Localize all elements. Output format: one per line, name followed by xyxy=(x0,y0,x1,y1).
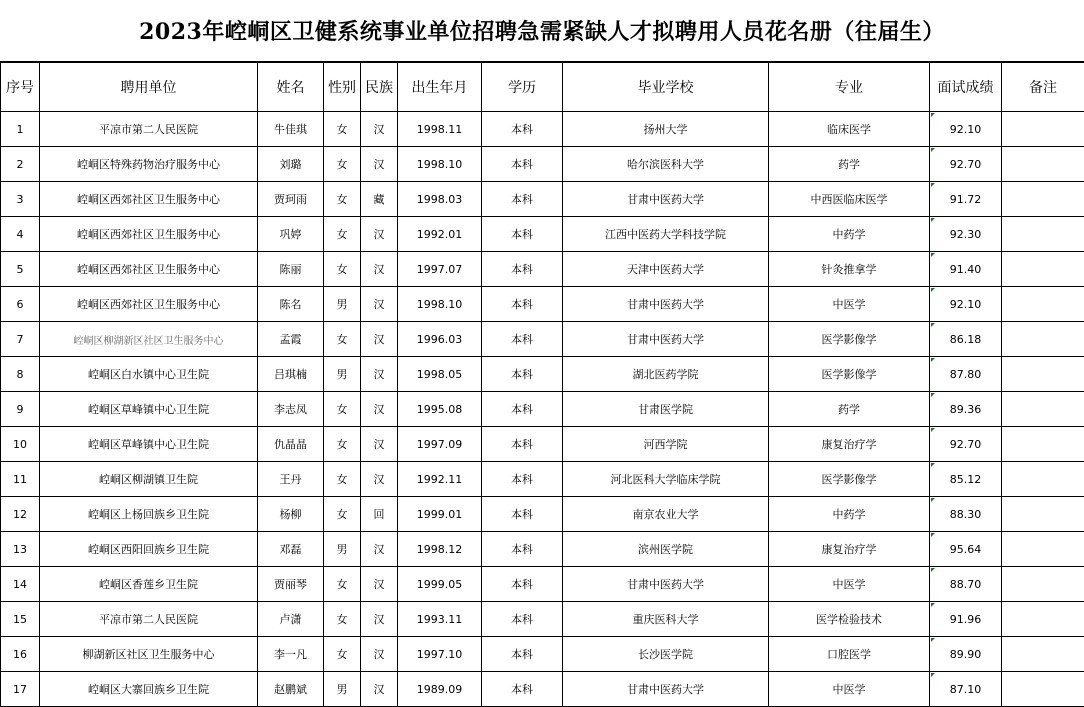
cell-unit: 崆峒区白水镇中心卫生院 xyxy=(40,357,258,392)
cell-gender: 女 xyxy=(324,182,361,217)
cell-education: 本科 xyxy=(482,462,563,497)
cell-ethnicity: 汉 xyxy=(361,602,398,637)
cell-unit: 崆峒区草峰镇中心卫生院 xyxy=(40,392,258,427)
header-note: 备注 xyxy=(1002,63,1084,112)
cell-score: 87.80 xyxy=(930,357,1002,392)
cell-gender: 女 xyxy=(324,322,361,357)
cell-score: 91.72 xyxy=(930,182,1002,217)
cell-note xyxy=(1002,322,1084,357)
table-row xyxy=(1,252,1084,287)
cell-unit: 柳湖新区社区卫生服务中心 xyxy=(40,637,258,672)
cell-gender: 女 xyxy=(324,427,361,462)
cell-gender: 男 xyxy=(324,532,361,567)
cell-major: 中医学 xyxy=(769,567,930,602)
cell-school: 天津中医药大学 xyxy=(563,252,769,287)
header-name: 姓名 xyxy=(258,63,324,112)
cell-name: 邓磊 xyxy=(258,532,324,567)
cell-major: 针灸推拿学 xyxy=(769,252,930,287)
cell-no: 16 xyxy=(1,637,40,672)
table-row xyxy=(1,112,1084,147)
cell-unit: 崆峒区香莲乡卫生院 xyxy=(40,567,258,602)
header-major: 专业 xyxy=(769,63,930,112)
cell-no: 10 xyxy=(1,427,40,462)
cell-gender: 男 xyxy=(324,672,361,707)
cell-score: 91.40 xyxy=(930,252,1002,287)
header-birth: 出生年月 xyxy=(398,63,482,112)
cell-no: 1 xyxy=(1,112,40,147)
cell-no: 14 xyxy=(1,567,40,602)
cell-note xyxy=(1002,112,1084,147)
cell-name: 贾珂雨 xyxy=(258,182,324,217)
table-row xyxy=(1,182,1084,217)
cell-education: 本科 xyxy=(482,567,563,602)
cell-unit: 崆峒区西郊社区卫生服务中心 xyxy=(40,217,258,252)
cell-no: 4 xyxy=(1,217,40,252)
cell-ethnicity: 汉 xyxy=(361,147,398,182)
table-row xyxy=(1,602,1084,637)
cell-name: 陈名 xyxy=(258,287,324,322)
cell-major: 医学影像学 xyxy=(769,462,930,497)
cell-score: 92.30 xyxy=(930,217,1002,252)
cell-ethnicity: 汉 xyxy=(361,567,398,602)
cell-school: 滨州医学院 xyxy=(563,532,769,567)
cell-unit: 崆峒区西郊社区卫生服务中心 xyxy=(40,252,258,287)
header-ethnicity: 民族 xyxy=(361,63,398,112)
cell-education: 本科 xyxy=(482,392,563,427)
cell-score: 95.64 xyxy=(930,532,1002,567)
cell-note xyxy=(1002,637,1084,672)
cell-gender: 男 xyxy=(324,287,361,322)
cell-school: 扬州大学 xyxy=(563,112,769,147)
cell-birth: 1998.11 xyxy=(398,112,482,147)
cell-name: 牛佳琪 xyxy=(258,112,324,147)
cell-ethnicity: 汉 xyxy=(361,637,398,672)
cell-birth: 1989.09 xyxy=(398,672,482,707)
cell-school: 河西学院 xyxy=(563,427,769,462)
cell-unit: 平凉市第二人民医院 xyxy=(40,112,258,147)
cell-name: 吕琪楠 xyxy=(258,357,324,392)
table-body xyxy=(1,112,1084,707)
cell-ethnicity: 汉 xyxy=(361,217,398,252)
cell-name: 刘璐 xyxy=(258,147,324,182)
header-no: 序号 xyxy=(1,63,40,112)
cell-score: 86.18 xyxy=(930,322,1002,357)
cell-unit: 崆峒区西阳回族乡卫生院 xyxy=(40,532,258,567)
table-row xyxy=(1,357,1084,392)
cell-note xyxy=(1002,532,1084,567)
cell-major: 临床医学 xyxy=(769,112,930,147)
cell-no: 9 xyxy=(1,392,40,427)
cell-education: 本科 xyxy=(482,322,563,357)
cell-unit: 崆峒区西郊社区卫生服务中心 xyxy=(40,287,258,322)
cell-birth: 1998.03 xyxy=(398,182,482,217)
cell-score: 91.96 xyxy=(930,602,1002,637)
cell-note xyxy=(1002,252,1084,287)
cell-note xyxy=(1002,427,1084,462)
cell-score: 92.70 xyxy=(930,147,1002,182)
cell-major: 医学检验技术 xyxy=(769,602,930,637)
table-row xyxy=(1,462,1084,497)
cell-no: 3 xyxy=(1,182,40,217)
header-school: 毕业学校 xyxy=(563,63,769,112)
cell-school: 甘肃医学院 xyxy=(563,392,769,427)
cell-education: 本科 xyxy=(482,672,563,707)
cell-major: 康复治疗学 xyxy=(769,427,930,462)
cell-no: 8 xyxy=(1,357,40,392)
cell-major: 口腔医学 xyxy=(769,637,930,672)
cell-education: 本科 xyxy=(482,112,563,147)
cell-no: 17 xyxy=(1,672,40,707)
cell-birth: 1999.05 xyxy=(398,567,482,602)
cell-school: 甘肃中医药大学 xyxy=(563,182,769,217)
cell-name: 贾丽琴 xyxy=(258,567,324,602)
cell-note xyxy=(1002,147,1084,182)
cell-school: 长沙医学院 xyxy=(563,637,769,672)
cell-ethnicity: 汉 xyxy=(361,112,398,147)
cell-no: 13 xyxy=(1,532,40,567)
table-row xyxy=(1,217,1084,252)
cell-note xyxy=(1002,672,1084,707)
table-row xyxy=(1,567,1084,602)
cell-major: 中西医临床医学 xyxy=(769,182,930,217)
cell-unit: 崆峒区草峰镇中心卫生院 xyxy=(40,427,258,462)
cell-score: 88.30 xyxy=(930,497,1002,532)
cell-name: 李志凤 xyxy=(258,392,324,427)
cell-ethnicity: 汉 xyxy=(361,357,398,392)
cell-name: 仇晶晶 xyxy=(258,427,324,462)
cell-score: 89.36 xyxy=(930,392,1002,427)
cell-birth: 1998.10 xyxy=(398,147,482,182)
table-row xyxy=(1,147,1084,182)
cell-education: 本科 xyxy=(482,497,563,532)
cell-unit: 崆峒区西郊社区卫生服务中心 xyxy=(40,182,258,217)
document-title: 2023年崆峒区卫健系统事业单位招聘急需紧缺人才拟聘用人员花名册（往届生） xyxy=(0,0,1084,62)
cell-note xyxy=(1002,462,1084,497)
table-row xyxy=(1,322,1084,357)
cell-unit: 崆峒区上杨回族乡卫生院 xyxy=(40,497,258,532)
cell-birth: 1999.01 xyxy=(398,497,482,532)
cell-school: 江西中医药大学科技学院 xyxy=(563,217,769,252)
table-row xyxy=(1,497,1084,532)
cell-note xyxy=(1002,182,1084,217)
cell-no: 11 xyxy=(1,462,40,497)
cell-score: 87.10 xyxy=(930,672,1002,707)
cell-ethnicity: 汉 xyxy=(361,672,398,707)
cell-gender: 女 xyxy=(324,392,361,427)
header-gender: 性别 xyxy=(324,63,361,112)
cell-school: 甘肃中医药大学 xyxy=(563,567,769,602)
cell-name: 巩婷 xyxy=(258,217,324,252)
cell-ethnicity: 回 xyxy=(361,497,398,532)
cell-education: 本科 xyxy=(482,217,563,252)
cell-birth: 1995.08 xyxy=(398,392,482,427)
cell-education: 本科 xyxy=(482,182,563,217)
cell-school: 河北医科大学临床学院 xyxy=(563,462,769,497)
cell-major: 中医学 xyxy=(769,287,930,322)
cell-birth: 1997.09 xyxy=(398,427,482,462)
cell-ethnicity: 汉 xyxy=(361,252,398,287)
cell-score: 92.10 xyxy=(930,112,1002,147)
cell-major: 药学 xyxy=(769,147,930,182)
cell-note xyxy=(1002,497,1084,532)
cell-education: 本科 xyxy=(482,532,563,567)
cell-note xyxy=(1002,392,1084,427)
cell-major: 医学影像学 xyxy=(769,357,930,392)
cell-no: 12 xyxy=(1,497,40,532)
cell-gender: 女 xyxy=(324,497,361,532)
table-row xyxy=(1,672,1084,707)
cell-name: 李一凡 xyxy=(258,637,324,672)
cell-no: 6 xyxy=(1,287,40,322)
cell-unit: 平凉市第二人民医院 xyxy=(40,602,258,637)
cell-gender: 女 xyxy=(324,602,361,637)
cell-ethnicity: 汉 xyxy=(361,287,398,322)
cell-education: 本科 xyxy=(482,252,563,287)
cell-score: 89.90 xyxy=(930,637,1002,672)
cell-gender: 男 xyxy=(324,357,361,392)
cell-ethnicity: 汉 xyxy=(361,322,398,357)
cell-no: 7 xyxy=(1,322,40,357)
cell-note xyxy=(1002,357,1084,392)
cell-birth: 1993.11 xyxy=(398,602,482,637)
roster-table xyxy=(0,62,1084,707)
cell-note xyxy=(1002,602,1084,637)
cell-birth: 1992.11 xyxy=(398,462,482,497)
cell-birth: 1997.10 xyxy=(398,637,482,672)
cell-school: 甘肃中医药大学 xyxy=(563,672,769,707)
cell-unit: 崆峒区柳湖镇卫生院 xyxy=(40,462,258,497)
header-score: 面试成绩 xyxy=(930,63,1002,112)
cell-ethnicity: 藏 xyxy=(361,182,398,217)
cell-score: 88.70 xyxy=(930,567,1002,602)
cell-no: 15 xyxy=(1,602,40,637)
cell-school: 哈尔滨医科大学 xyxy=(563,147,769,182)
header-unit: 聘用单位 xyxy=(40,63,258,112)
cell-birth: 1997.07 xyxy=(398,252,482,287)
cell-major: 康复治疗学 xyxy=(769,532,930,567)
cell-name: 王丹 xyxy=(258,462,324,497)
cell-no: 2 xyxy=(1,147,40,182)
header-education: 学历 xyxy=(482,63,563,112)
cell-education: 本科 xyxy=(482,602,563,637)
cell-ethnicity: 汉 xyxy=(361,462,398,497)
cell-birth: 1998.10 xyxy=(398,287,482,322)
cell-name: 赵鹏斌 xyxy=(258,672,324,707)
cell-note xyxy=(1002,217,1084,252)
cell-ethnicity: 汉 xyxy=(361,427,398,462)
table-row xyxy=(1,637,1084,672)
cell-major: 中药学 xyxy=(769,497,930,532)
cell-note xyxy=(1002,287,1084,322)
cell-gender: 女 xyxy=(324,217,361,252)
cell-ethnicity: 汉 xyxy=(361,532,398,567)
table-row xyxy=(1,287,1084,322)
cell-school: 重庆医科大学 xyxy=(563,602,769,637)
cell-school: 南京农业大学 xyxy=(563,497,769,532)
cell-gender: 女 xyxy=(324,147,361,182)
cell-birth: 1992.01 xyxy=(398,217,482,252)
cell-unit: 崆峒区特殊药物治疗服务中心 xyxy=(40,147,258,182)
cell-major: 医学影像学 xyxy=(769,322,930,357)
cell-birth: 1998.05 xyxy=(398,357,482,392)
cell-gender: 女 xyxy=(324,112,361,147)
cell-education: 本科 xyxy=(482,427,563,462)
cell-education: 本科 xyxy=(482,147,563,182)
cell-name: 卢潇 xyxy=(258,602,324,637)
cell-unit: 崆峒区柳湖新区社区卫生服务中心 xyxy=(40,322,258,357)
table-row xyxy=(1,427,1084,462)
table-row xyxy=(1,392,1084,427)
cell-birth: 1996.03 xyxy=(398,322,482,357)
cell-major: 药学 xyxy=(769,392,930,427)
cell-score: 85.12 xyxy=(930,462,1002,497)
cell-gender: 女 xyxy=(324,567,361,602)
cell-name: 陈丽 xyxy=(258,252,324,287)
cell-gender: 女 xyxy=(324,252,361,287)
cell-birth: 1998.12 xyxy=(398,532,482,567)
cell-education: 本科 xyxy=(482,357,563,392)
cell-note xyxy=(1002,567,1084,602)
cell-school: 湖北医药学院 xyxy=(563,357,769,392)
cell-no: 5 xyxy=(1,252,40,287)
cell-score: 92.70 xyxy=(930,427,1002,462)
cell-school: 甘肃中医药大学 xyxy=(563,287,769,322)
cell-education: 本科 xyxy=(482,637,563,672)
cell-major: 中医学 xyxy=(769,672,930,707)
cell-gender: 女 xyxy=(324,462,361,497)
cell-name: 杨柳 xyxy=(258,497,324,532)
cell-school: 甘肃中医药大学 xyxy=(563,322,769,357)
cell-education: 本科 xyxy=(482,287,563,322)
cell-unit: 崆峒区大寨回族乡卫生院 xyxy=(40,672,258,707)
cell-score: 92.10 xyxy=(930,287,1002,322)
cell-gender: 女 xyxy=(324,637,361,672)
cell-name: 孟霞 xyxy=(258,322,324,357)
cell-major: 中药学 xyxy=(769,217,930,252)
cell-ethnicity: 汉 xyxy=(361,392,398,427)
table-row xyxy=(1,532,1084,567)
table-header-row xyxy=(1,63,1084,112)
